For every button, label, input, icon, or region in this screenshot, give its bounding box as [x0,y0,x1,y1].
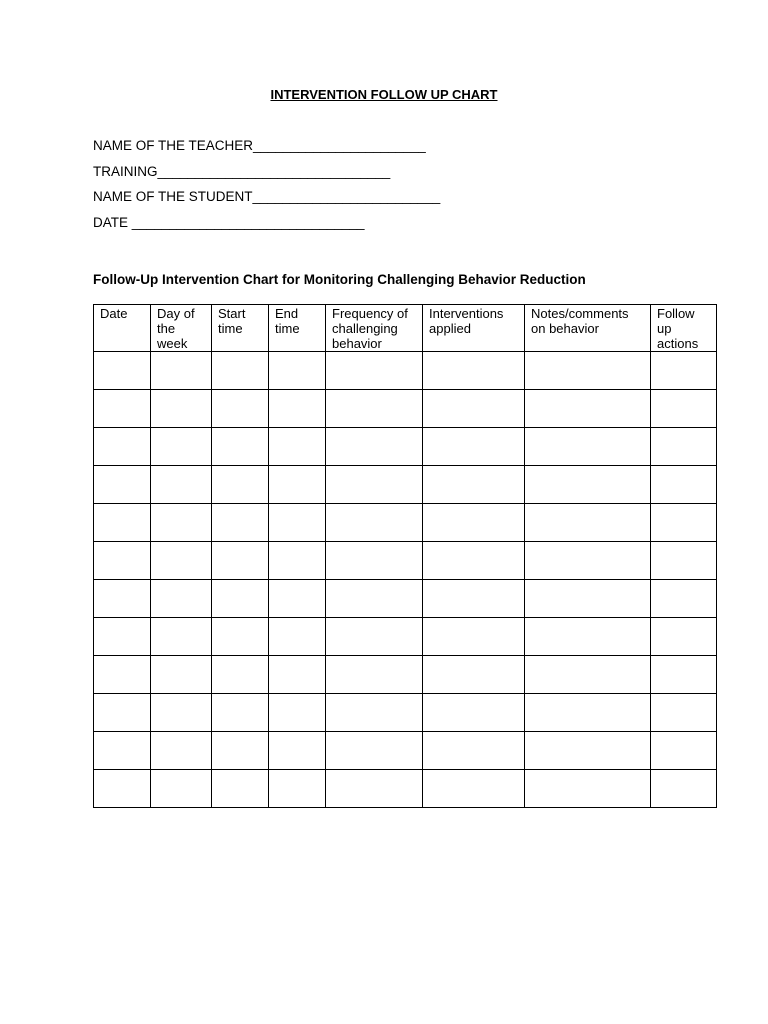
table-cell [151,694,212,732]
table-cell [94,428,151,466]
table-cell [94,466,151,504]
table-cell [651,770,717,808]
table-cell [151,466,212,504]
table-cell [151,428,212,466]
table-cell [212,732,269,770]
table-cell [269,504,326,542]
table-cell [212,656,269,694]
table-cell [326,618,423,656]
table-row [94,770,717,808]
table-cell [525,504,651,542]
table-row [94,542,717,580]
table-cell [212,580,269,618]
table-cell [269,580,326,618]
table-cell [525,390,651,428]
table-cell [212,504,269,542]
table-cell [151,542,212,580]
table-cell [269,732,326,770]
table-cell [525,732,651,770]
table-cell [94,504,151,542]
training-field: TRAINING_______________________________ [93,164,391,179]
table-cell [212,770,269,808]
table-cell [525,542,651,580]
table-cell [151,656,212,694]
table-cell [326,466,423,504]
table-cell [326,390,423,428]
table-cell [326,504,423,542]
table-cell [423,580,525,618]
table-row [94,580,717,618]
table-cell [423,656,525,694]
table-cell [151,618,212,656]
table-row [94,504,717,542]
table-header-row [94,305,717,352]
table-cell [269,542,326,580]
table-cell [151,352,212,390]
table-cell [525,466,651,504]
table-row [94,732,717,770]
table-cell [212,694,269,732]
table-cell [212,542,269,580]
table-cell [651,390,717,428]
table-cell [94,542,151,580]
table-cell [423,694,525,732]
table-cell [326,770,423,808]
table-cell [651,618,717,656]
table-cell [94,656,151,694]
table-cell [212,428,269,466]
table-cell [212,466,269,504]
table-cell [269,618,326,656]
column-header-notes: Notes/comments on behavior [525,305,651,352]
table-cell [326,542,423,580]
column-header-follow-up: Follow up actions [651,305,717,352]
table-cell [94,732,151,770]
table-cell [269,352,326,390]
table-cell [212,352,269,390]
table-cell [423,770,525,808]
table-cell [326,352,423,390]
table-cell [94,618,151,656]
section-title: Follow-Up Intervention Chart for Monitoring Challenging Behavior Reduction [93,272,586,287]
intervention-table [93,304,717,808]
table-cell [94,770,151,808]
table-cell [651,466,717,504]
table-cell [269,428,326,466]
column-header-date: Date [94,305,151,352]
table-cell [269,656,326,694]
table-row [94,656,717,694]
table-cell [94,694,151,732]
table-cell [269,770,326,808]
table-cell [423,390,525,428]
table-cell [151,770,212,808]
table-cell [525,352,651,390]
table-cell [525,580,651,618]
table-cell [326,732,423,770]
table-cell [151,390,212,428]
table-cell [151,732,212,770]
date-field: DATE _______________________________ [93,215,365,230]
table-cell [94,580,151,618]
table-cell [423,542,525,580]
table-cell [651,542,717,580]
table-cell [326,580,423,618]
table-cell [151,580,212,618]
column-header-interventions: Interventions applied [423,305,525,352]
table-cell [525,694,651,732]
table-row [94,352,717,390]
table-cell [269,694,326,732]
table-cell [651,504,717,542]
table-cell [651,352,717,390]
table-cell [525,618,651,656]
table-cell [423,504,525,542]
column-header-day: Day of the week [151,305,212,352]
table-row [94,466,717,504]
table-cell [651,428,717,466]
table-row [94,390,717,428]
table-cell [326,656,423,694]
table-row [94,694,717,732]
table-cell [525,656,651,694]
student-name-field: NAME OF THE STUDENT_________________________ [93,189,441,204]
table-cell [269,466,326,504]
table-cell [423,352,525,390]
column-header-end-time: End time [269,305,326,352]
page-title: INTERVENTION FOLLOW UP CHART [270,87,498,102]
table-cell [423,732,525,770]
table-cell [651,656,717,694]
table-row [94,428,717,466]
column-header-start-time: Start time [212,305,269,352]
table-cell [326,694,423,732]
table-cell [423,466,525,504]
table-cell [651,732,717,770]
table-cell [212,618,269,656]
table-cell [651,694,717,732]
table-cell [151,504,212,542]
table-cell [212,390,269,428]
table-cell [94,390,151,428]
table-cell [423,428,525,466]
table-cell [525,770,651,808]
table-cell [525,428,651,466]
table-cell [423,618,525,656]
teacher-name-field: NAME OF THE TEACHER_______________________ [93,138,426,153]
table-body [94,352,717,808]
table-cell [651,580,717,618]
table-cell [326,428,423,466]
table-cell [269,390,326,428]
table-cell [94,352,151,390]
column-header-frequency: Frequency of challenging behavior [326,305,423,352]
table-row [94,618,717,656]
